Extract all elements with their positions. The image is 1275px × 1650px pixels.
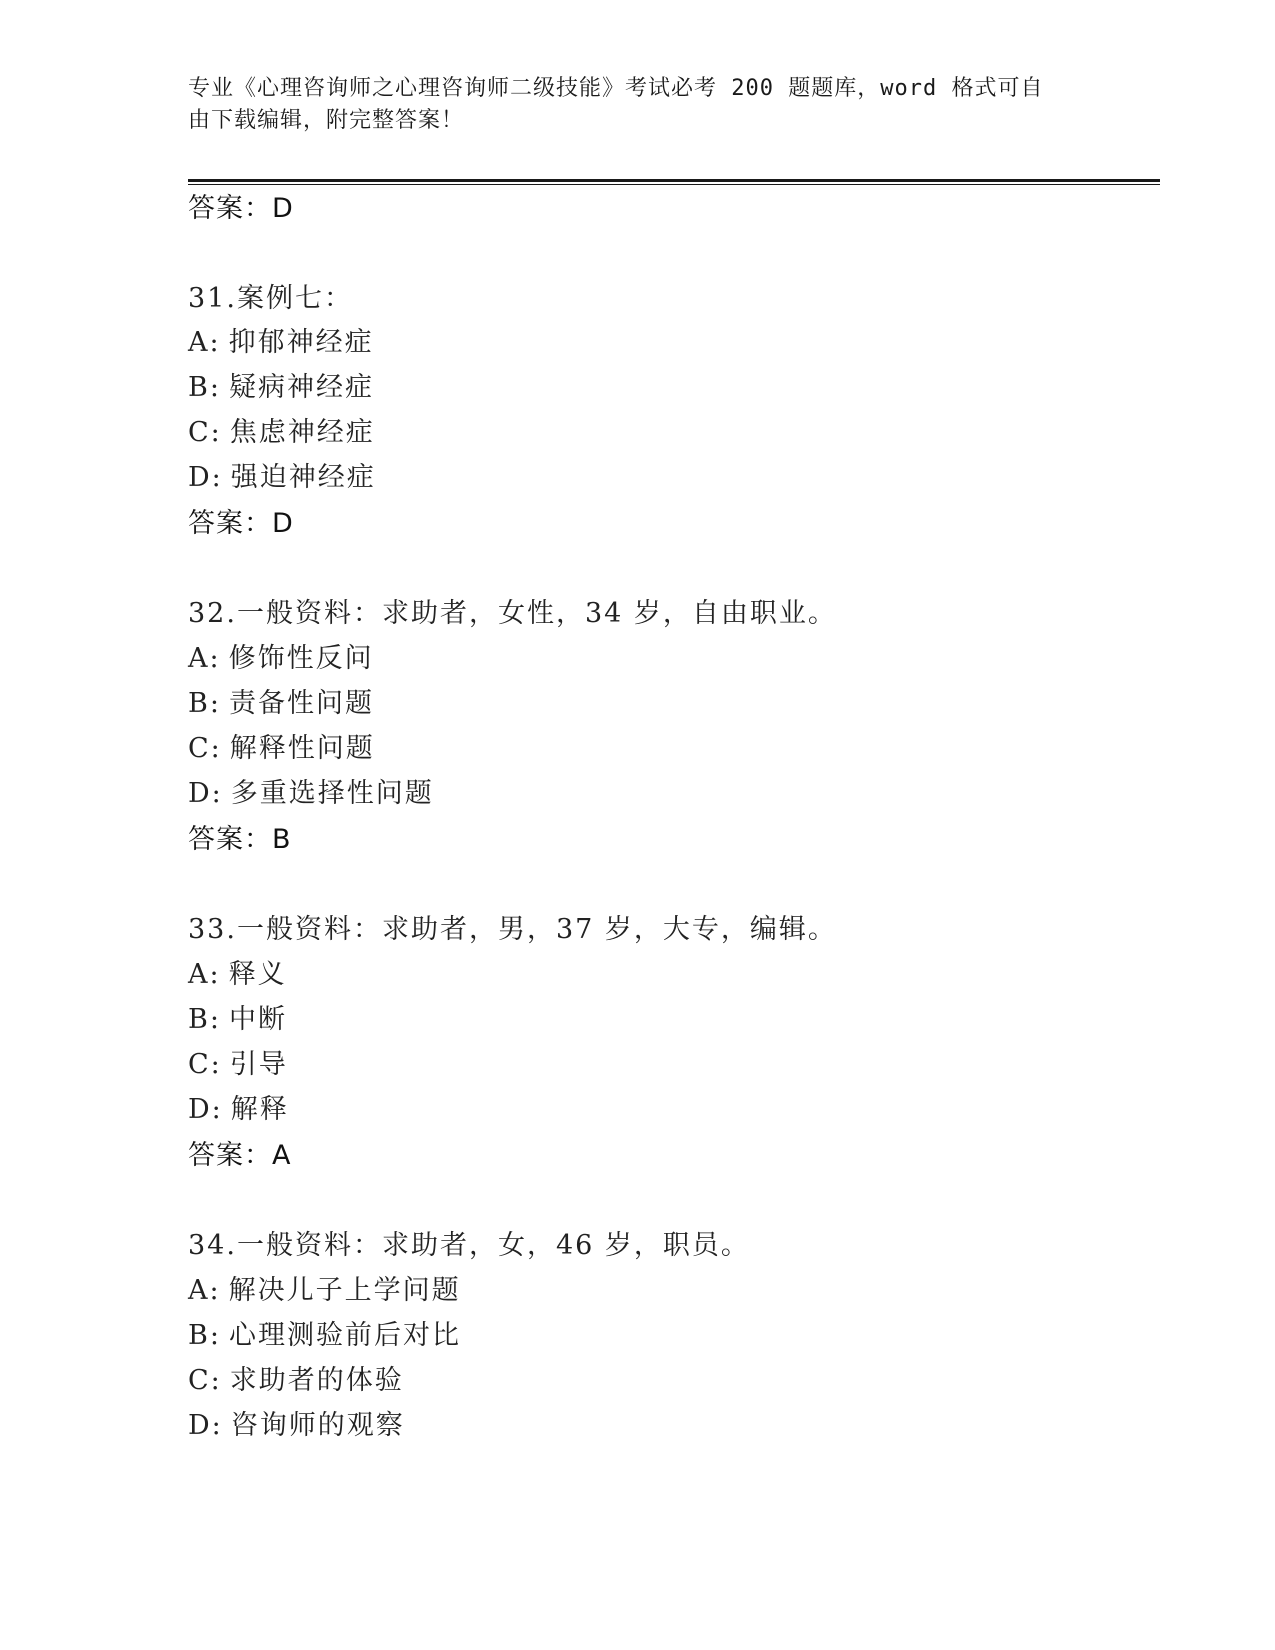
answer: 答案：D <box>188 508 294 539</box>
answer: 答案：A <box>188 1140 292 1171</box>
option-label: B: <box>188 688 221 719</box>
option-text: 责备性问题 <box>228 688 374 719</box>
header-line-2: 由下载编辑，附完整答案！ <box>188 108 465 133</box>
header-divider-thin <box>188 184 1160 185</box>
option-text: 心理测验前后对比 <box>228 1320 461 1351</box>
option <box>188 460 376 496</box>
header-divider-thick <box>188 179 1160 182</box>
option <box>188 1092 289 1128</box>
option-label: C: <box>188 1365 222 1396</box>
option-text: 中断 <box>228 1004 287 1035</box>
option-label: C: <box>188 1049 222 1080</box>
option <box>188 686 374 722</box>
option-text: 释义 <box>228 959 287 990</box>
option-label: B: <box>188 1320 221 1351</box>
option-label: A: <box>188 959 221 990</box>
answer: 答案：B <box>188 824 292 855</box>
option-label: D: <box>188 462 223 493</box>
option-label: A: <box>188 327 221 358</box>
option-label: B: <box>188 1004 221 1035</box>
option <box>188 370 374 406</box>
option-text: 求助者的体验 <box>229 1365 404 1396</box>
option <box>188 641 374 677</box>
option-text: 疑病神经症 <box>228 372 374 403</box>
option-label: A: <box>188 643 221 674</box>
previous-answer: 答案：D <box>188 193 294 224</box>
option-text: 解释 <box>230 1094 289 1125</box>
document-header <box>188 73 1068 137</box>
question-stem: 34.一般资料：求助者，女，46 岁，职员。 <box>188 1230 750 1261</box>
option <box>188 1273 461 1309</box>
option <box>188 325 374 361</box>
option-label: C: <box>188 733 222 764</box>
option <box>188 1002 287 1038</box>
option <box>188 1408 405 1444</box>
option-label: D: <box>188 1094 223 1125</box>
header-line-1: 专业《心理咨询师之心理咨询师二级技能》考试必考 200 题题库，word 格式可自 <box>188 76 1044 101</box>
option-text: 抑郁神经症 <box>228 327 374 358</box>
option-label: C: <box>188 417 222 448</box>
option <box>188 1363 404 1399</box>
option <box>188 1047 288 1083</box>
option <box>188 957 287 993</box>
option-text: 强迫神经症 <box>230 462 376 493</box>
question-stem: 33.一般资料：求助者，男，37 岁，大专，编辑。 <box>188 914 837 945</box>
question-stem: 32.一般资料：求助者，女性，34 岁，自由职业。 <box>188 598 837 629</box>
option <box>188 1318 461 1354</box>
option-text: 焦虑神经症 <box>229 417 375 448</box>
option-text: 修饰性反问 <box>228 643 374 674</box>
option-text: 引导 <box>229 1049 288 1080</box>
option-text: 多重选择性问题 <box>230 778 434 809</box>
option <box>188 776 434 812</box>
option <box>188 415 375 451</box>
option-text: 咨询师的观察 <box>230 1410 405 1441</box>
option-label: B: <box>188 372 221 403</box>
option-label: D: <box>188 1410 223 1441</box>
question-stem: 31.案例七： <box>188 283 353 314</box>
option <box>188 731 375 767</box>
option-label: D: <box>188 778 223 809</box>
option-text: 解释性问题 <box>229 733 375 764</box>
option-text: 解决儿子上学问题 <box>228 1275 461 1306</box>
option-label: A: <box>188 1275 221 1306</box>
